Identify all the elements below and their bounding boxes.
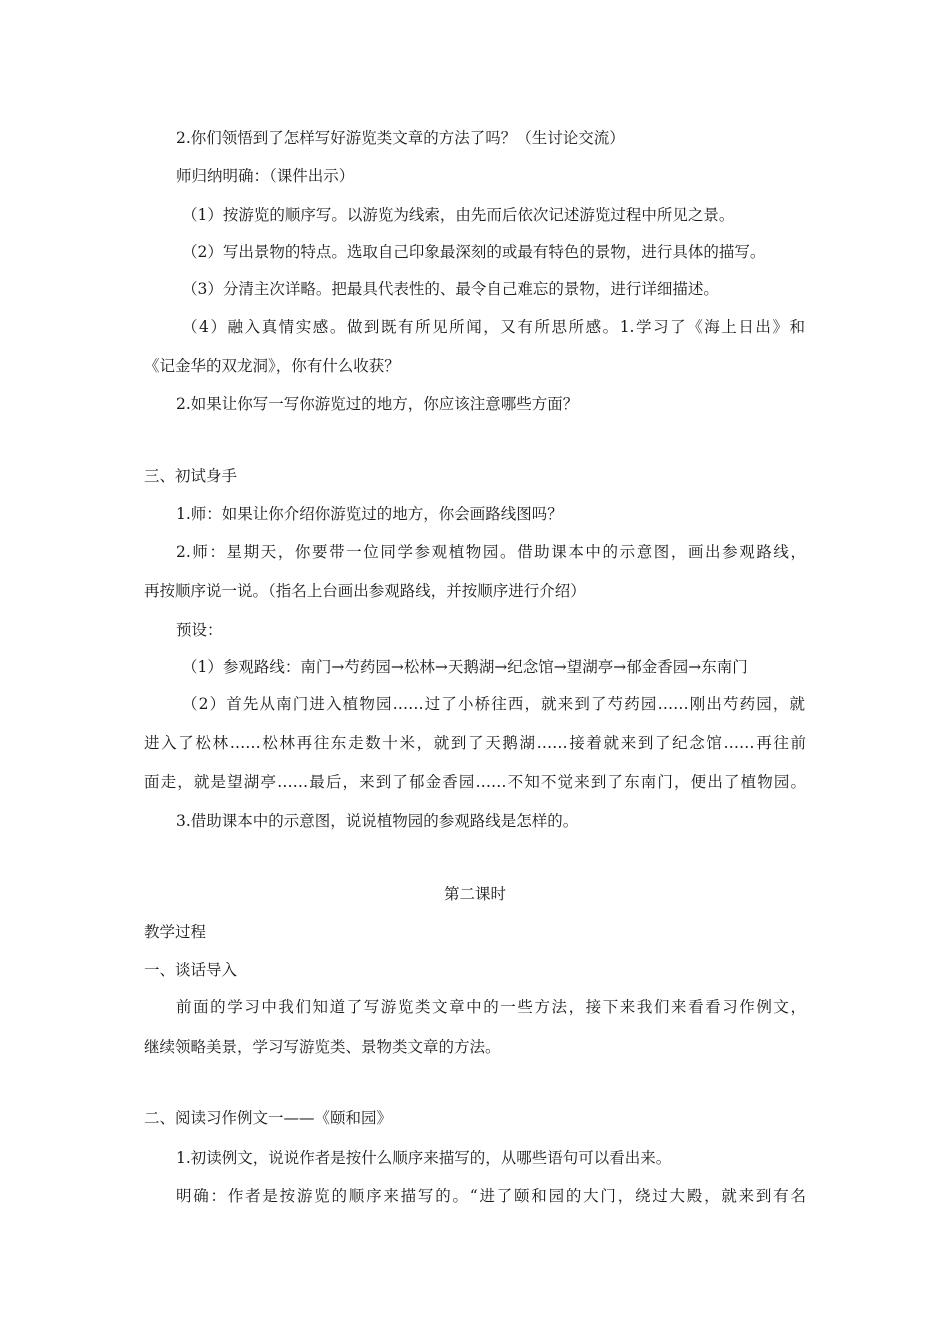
paragraph: 3.借助课本中的示意图，说说植物园的参观路线是怎样的。: [176, 812, 579, 830]
list-item: （2）首先从南门进入植物园……过了小桥往西，就来到了芍药园……刚出芍药园，就: [182, 695, 805, 713]
list-item: （2）写出景物的特点。选取自己印象最深刻的或最有特色的景物，进行具体的描写。: [182, 243, 766, 261]
paragraph: 明确：作者是按游览的顺序来描写的。“进了颐和园的大门，绕过大殿，就来到有名: [176, 1187, 806, 1205]
section-heading: 教学过程: [144, 923, 207, 941]
list-item: （1）按游览的顺序写。以游览为线索，由先而后依次记述游览过程中所见之景。: [182, 206, 735, 224]
paragraph: 再按顺序说一说。（指名上台画出参观路线，并按顺序进行介绍）: [144, 582, 586, 600]
paragraph: 2.师：星期天，你要带一位同学参观植物园。借助课本中的示意图，画出参观路线，: [176, 543, 806, 561]
section-heading: 一、谈话导入: [144, 961, 238, 979]
paragraph: 进入了松林……松林再往东走数十米，就到了天鹅湖……接着就来到了纪念馆……再往前: [144, 734, 806, 752]
paragraph: 师归纳明确：（课件出示）: [176, 167, 355, 185]
list-item: （4）融入真情实感。做到既有所见所闻，又有所思所感。1.学习了《海上日出》和: [182, 318, 805, 336]
paragraph: 预设：: [176, 621, 223, 639]
list-item: （3）分清主次详略。把最具代表性的、最令自己难忘的景物，进行详细描述。: [182, 280, 719, 298]
paragraph: 《记金华的双龙洞》，你有什么收获？: [144, 357, 400, 375]
paragraph: 继续领略美景，学习写游览类、景物类文章的方法。: [144, 1038, 501, 1056]
section-heading: 三、初试身手: [144, 467, 238, 485]
paragraph: 1.师：如果让你介绍你游览过的地方，你会画路线图吗？: [176, 505, 563, 523]
paragraph: 面走，就是望湖亭……最后，来到了郁金香园……不知不觉来到了东南门，便出了植物园。: [144, 773, 806, 791]
paragraph: 前面的学习中我们知道了写游览类文章中的一些方法，接下来我们来看看习作例文，: [176, 998, 806, 1016]
paragraph: 2.如果让你写一写你游览过的地方，你应该注意哪些方面？: [176, 395, 579, 413]
paragraph: 2.你们领悟到了怎样写好游览类文章的方法了吗？（生讨论交流）: [176, 129, 625, 147]
section-heading: 二、阅读习作例文一——《颐和园》: [144, 1109, 393, 1127]
paragraph: 1.初读例文，说说作者是按什么顺序来描写的，从哪些语句可以看出来。: [176, 1149, 672, 1167]
lesson-title: 第二课时: [443, 885, 506, 903]
list-item: （1）参观路线：南门→芍药园→松林→天鹅湖→纪念馆→望湖亭→郁金香园→东南门: [182, 658, 748, 676]
